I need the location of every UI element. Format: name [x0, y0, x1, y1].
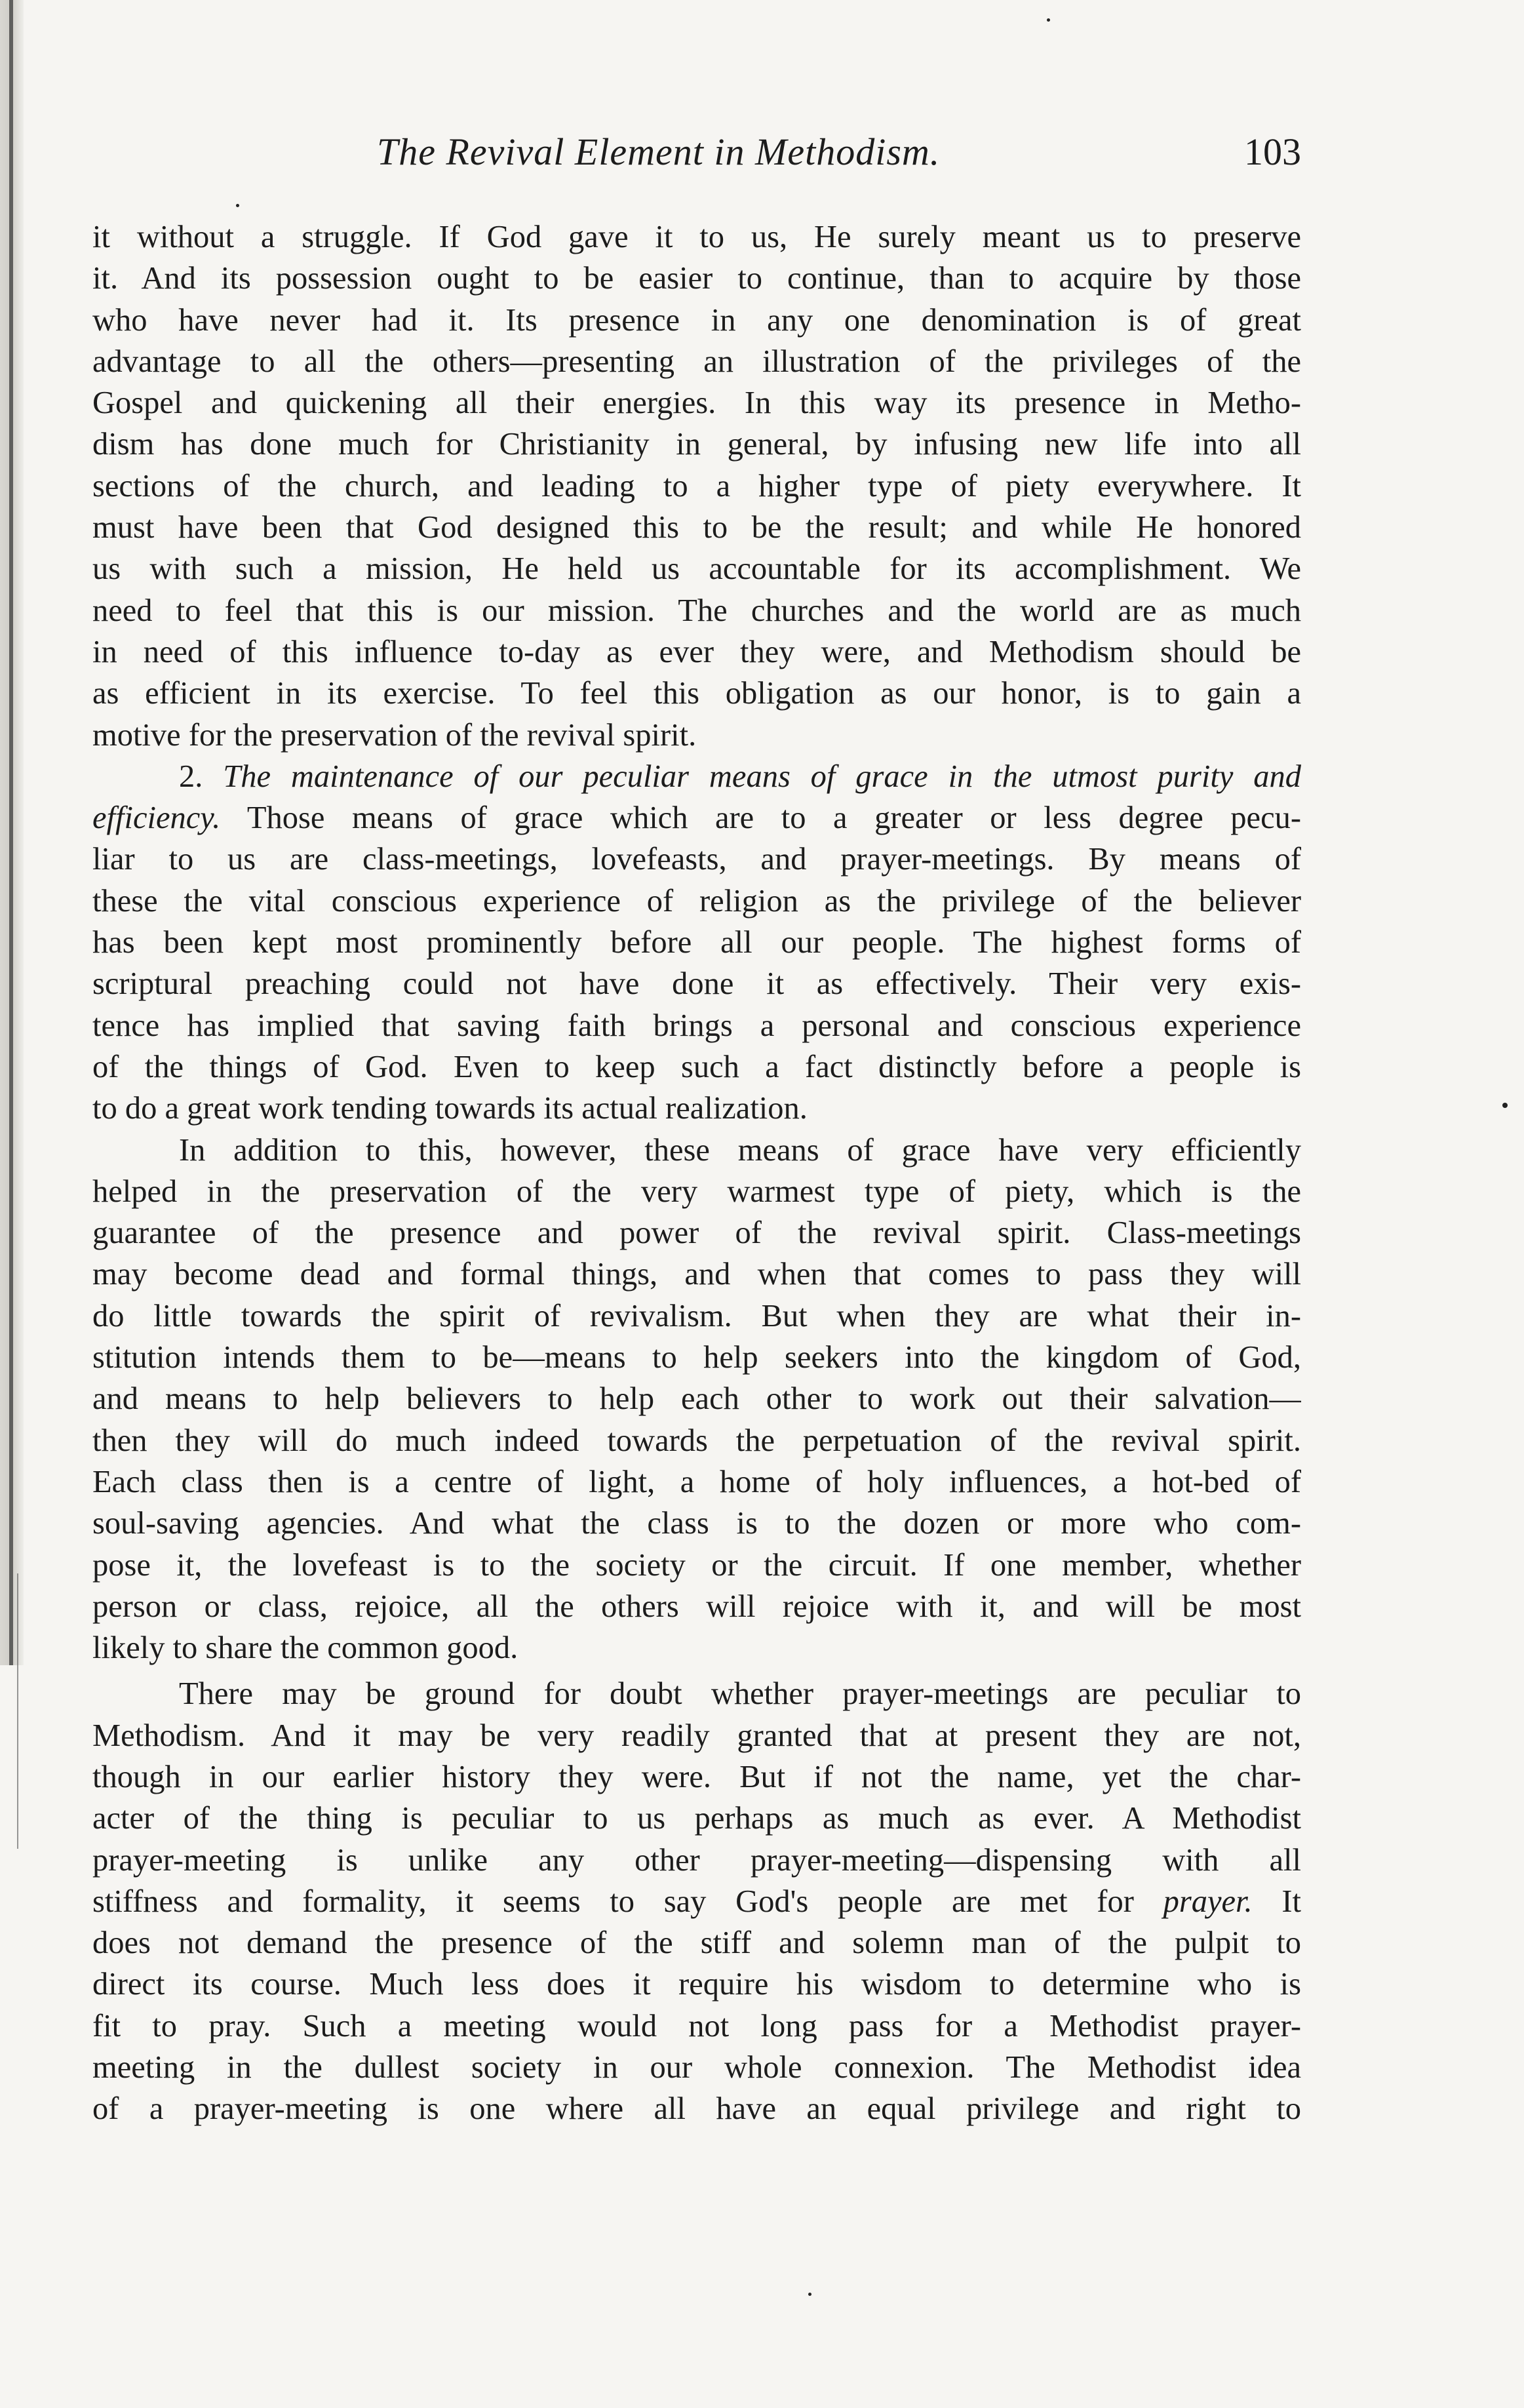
text-line: who have never had it. Its presence in any one denomination is of great [92, 302, 1301, 338]
text-line: stitution intends them to be—means to help seekers into the kingdom of God, [92, 1340, 1301, 1375]
binding-shadow-line [9, 0, 13, 1665]
text-line: fit to pray. Such a meeting would not long pass for a Methodist prayer- [92, 2008, 1301, 2043]
text-line: In addition to this, however, these means of grace have very efficiently [179, 1132, 1301, 1168]
text-line: has been kept most prominently before all our people. The highest forms of [92, 925, 1301, 960]
text-line: helped in the preservation of the very warmest type of piety, which is the [92, 1174, 1301, 1209]
text-line: acter of the thing is peculiar to us perhaps as much as ever. A Methodist [92, 1801, 1301, 1836]
binding-shadow-line-lower [17, 1573, 18, 1849]
text-line: it. And its possession ought to be easier to continue, than to acquire by those [92, 261, 1301, 296]
text-line: direct its course. Much less does it require his wisdom to determine who is [92, 1967, 1301, 2002]
text-line: may become dead and formal things, and when that comes to pass they will [92, 1257, 1301, 1292]
text-line: advantage to all the others—presenting an illustration of the privileges of the [92, 344, 1301, 379]
text-line: Each class then is a centre of light, a home of holy influences, a hot-bed of [92, 1464, 1301, 1499]
ink-speck [808, 2293, 811, 2296]
text-line: pose it, the lovefeast is to the society or the circuit. If one member, whether [92, 1547, 1301, 1583]
text-line: then they will do much indeed towards the perpetuation of the revival spirit. [92, 1423, 1301, 1458]
heading-text: The maintenance of our peculiar means of grace in the utmost purity and [223, 759, 1301, 794]
paragraph-1 [92, 216, 1301, 756]
text-line: in need of this influence to-day as ever they were, and Methodism should be [92, 634, 1301, 669]
text-line: does not demand the presence of the stiff and solemn man of the pulpit to [92, 1925, 1301, 1961]
text-line: us with such a mission, He held us accountable for its accomplishment. We [92, 551, 1301, 587]
numbered-heading-line [92, 756, 1301, 797]
text-line: Methodism. And it may be very readily granted that at present they are not, [92, 1718, 1301, 1753]
text-line: of a prayer-meeting is one where all have an equal privilege and right to [92, 2091, 1301, 2127]
running-title: The Revival Element in Methodism. [377, 130, 941, 173]
text-line: of the things of God. Even to keep such a fact distinctly before a people is [92, 1049, 1301, 1084]
text-line: meeting in the dullest society in our whole connexion. The Methodist idea [92, 2050, 1301, 2085]
text-line: though in our earlier history they were. But if not the name, yet the char- [92, 1759, 1301, 1794]
text-line: need to feel that this is our mission. The churches and the world are as much [92, 593, 1301, 628]
text-line: must have been that God designed this to be the result; and while He honored [92, 510, 1301, 545]
ink-speck [1047, 18, 1050, 22]
text-line: soul-saving agencies. And what the class is to the dozen or more who com- [92, 1506, 1301, 1541]
text-line [92, 1881, 1301, 1922]
ink-speck [1502, 1103, 1508, 1108]
paragraph-2 [92, 756, 1301, 1130]
text-line: There may be ground for doubt whether prayer-meetings are peculiar to [179, 1676, 1301, 1712]
text-line: dism has done much for Christianity in general, by infusing new life into all [92, 427, 1301, 462]
text-span: It [1281, 1884, 1301, 1919]
text-line: likely to share the common good. [92, 1630, 518, 1666]
paragraph-4 [92, 1673, 1301, 2129]
heading-text-end: efficiency. [92, 800, 221, 836]
text-line: person or class, rejoice, all the others will rejoice with it, and will be most [92, 1589, 1301, 1624]
text-line: sections of the church, and leading to a higher type of piety everywhere. It [92, 468, 1301, 503]
text-line [92, 797, 1301, 839]
text-line: guarantee of the presence and power of the revival spirit. Class-meetings [92, 1215, 1301, 1251]
text-line: tence has implied that saving faith brings a personal and conscious experience [92, 1008, 1301, 1043]
page-number: 103 [1244, 130, 1301, 173]
text-line: liar to us are class-meetings, lovefeasts, and prayer-meetings. By means of [92, 842, 1301, 877]
body-text [92, 216, 1301, 2249]
ink-speck [236, 204, 239, 207]
text-line: to do a great work tending towards its actual realization. [92, 1091, 808, 1126]
text-line: these the vital conscious experience of religion as the privilege of the believer [92, 883, 1301, 918]
text-line: and means to help believers to help each other to work out their salvation— [92, 1381, 1301, 1417]
page-header [0, 118, 1524, 197]
text-span: stiffness and formality, it seems to say God's people are met for [92, 1884, 1134, 1919]
text-line: scriptural preaching could not have done it as effectively. Their very exis- [92, 966, 1301, 1002]
text-line: Gospel and quickening all their energies. In this way its presence in Metho- [92, 385, 1301, 421]
text-line: as efficient in its exercise. To feel this obligation as our honor, is to gain a [92, 676, 1301, 711]
text-line: do little towards the spirit of revivalism. But when they are what their in- [92, 1298, 1301, 1333]
heading-number: 2. [179, 759, 203, 794]
text-span: Those means of grace which are to a greater or less degree pecu- [246, 800, 1301, 836]
emphasis-word: prayer. [1163, 1884, 1253, 1919]
text-line: it without a struggle. If God gave it to us, He surely meant us to preserve [92, 220, 1301, 254]
text-line: motive for the preservation of the revival spirit. [92, 717, 697, 753]
text-line: prayer-meeting is unlike any other prayer-meeting—dispensing with all [92, 1842, 1301, 1878]
paragraph-3 [92, 1130, 1301, 1669]
